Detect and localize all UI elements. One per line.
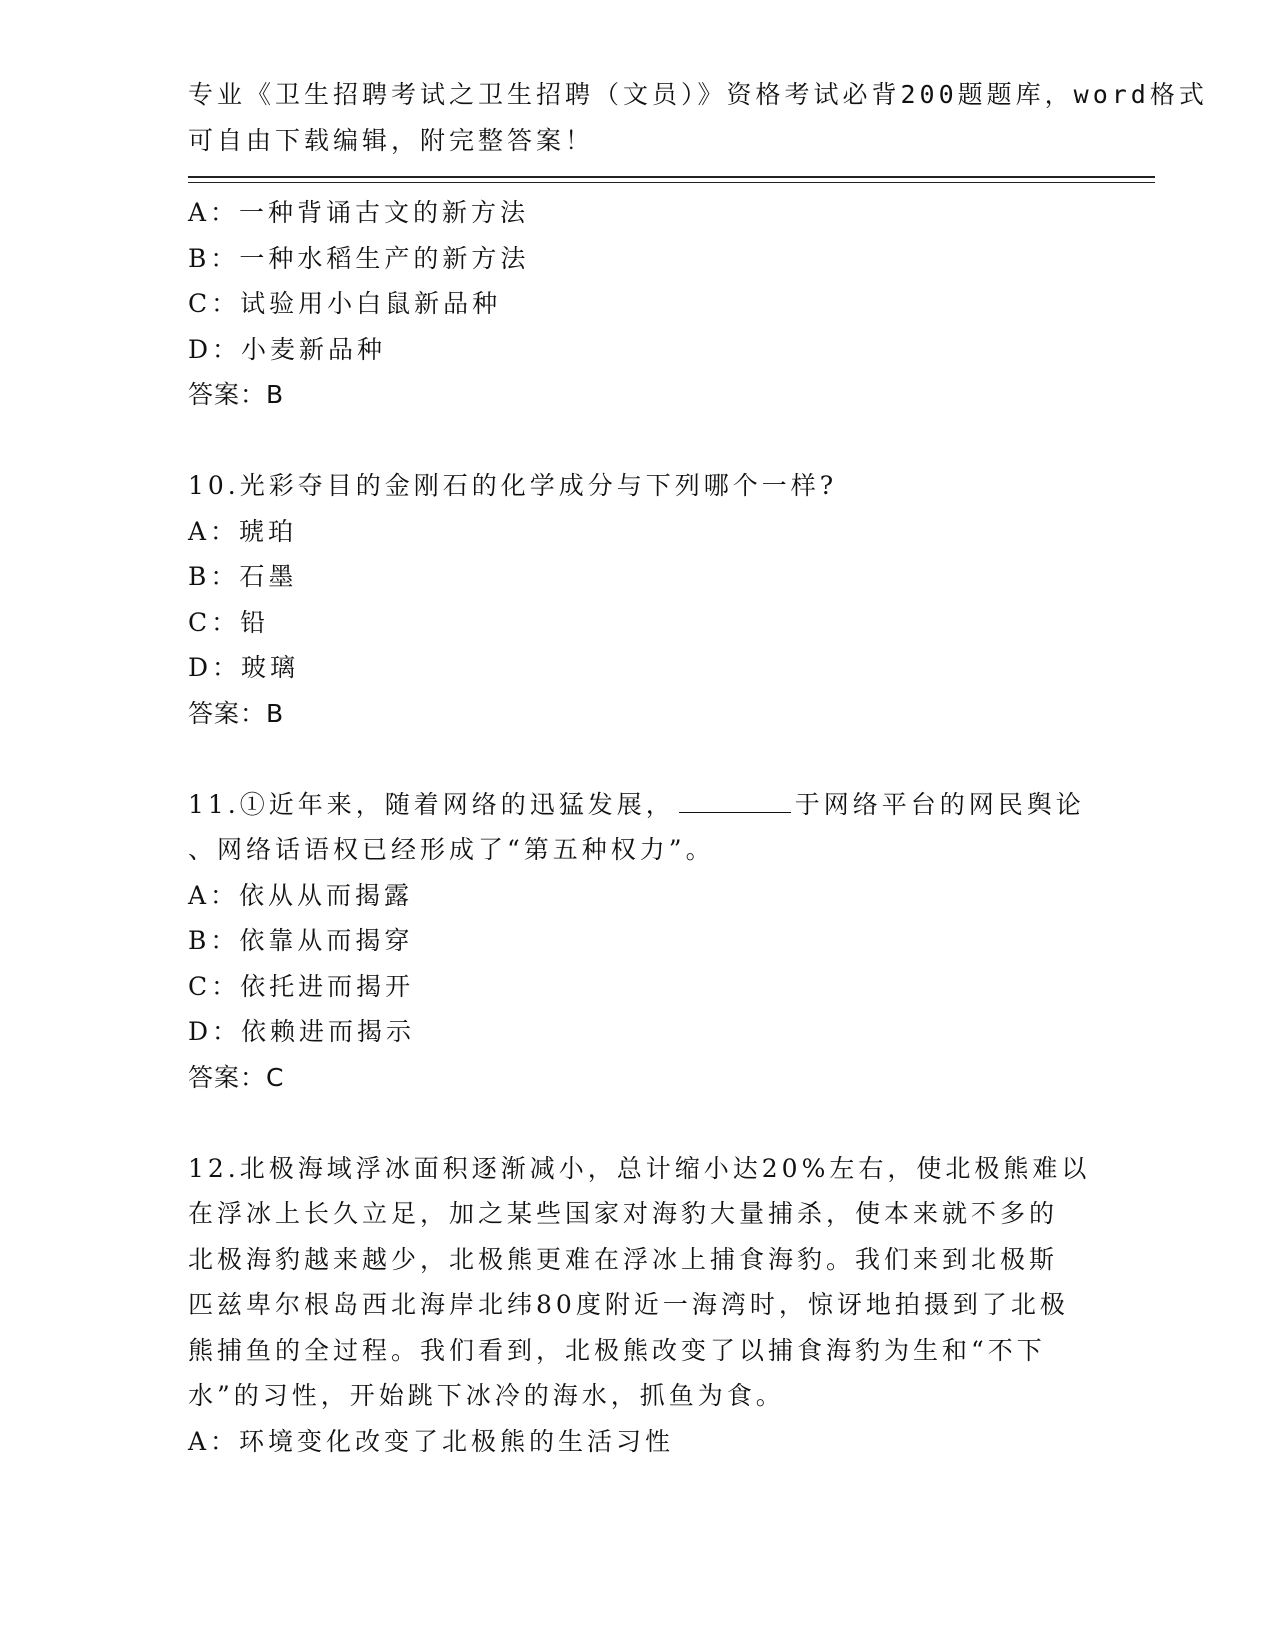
option-b: B：一种水稻生产的新方法 [188,243,530,273]
option-a: A：琥珀 [188,516,298,546]
spacer [188,736,1088,782]
answer: 答案：B [188,380,285,409]
option-b: B：石墨 [188,562,298,591]
header-line-2: 可自由下载编辑，附完整答案！ [188,125,595,155]
document-header [188,72,1208,163]
option-c: C：依托进而揭开 [188,971,415,1001]
option-b: B：依靠从而揭穿 [188,926,414,955]
question-stem-line: 水”的习性，开始跳下冰冷的海水，抓鱼为食。 [188,1381,785,1410]
question-stem-line: 熊捕鱼的全过程。我们看到，北极熊改变了以捕食海豹为生和“不下 [188,1335,1046,1365]
header-divider-thick [188,176,1155,178]
option-c: C：铅 [188,607,270,637]
option-d: D：依赖进而揭示 [188,1017,416,1046]
answer: 答案：B [188,698,285,728]
option-a: A：一种背诵古文的新方法 [188,198,530,227]
question-stem-line: 在浮冰上长久立足，加之某些国家对海豹大量捕杀，使本来就不多的 [188,1199,1059,1228]
question-stem: 10.光彩夺目的金刚石的化学成分与下列哪个一样? [188,471,838,500]
question-11 [188,782,1088,1101]
question-stem-line: 12.北极海域浮冰面积逐渐减小，总计缩小达20%左右，使北极熊难以 [188,1153,1091,1183]
header-line-1: 专业《卫生招聘考试之卫生招聘（文员）》资格考试必背200题题库，word格式 [188,80,1208,109]
fill-blank [679,788,791,813]
question-stem-part-1: 11.①近年来，随着网络的迅猛发展， [188,789,675,819]
question-10 [188,463,1088,736]
question-stem-part-2: 于网络平台的网民舆论 [794,789,1085,819]
option-d: D：玻璃 [188,653,300,682]
question-stem-line: 北极海豹越来越少，北极熊更难在浮冰上捕食海豹。我们来到北极斯 [188,1244,1059,1274]
question-list [188,190,1091,1464]
spacer [188,418,1088,464]
question-stem-line-2: 、网络话语权已经形成了“第五种权力”。 [188,835,715,864]
spacer [188,1100,1088,1146]
option-a: A：环境变化改变了北极熊的生活习性 [188,1426,675,1456]
question-12 [188,1146,1091,1465]
option-d: D：小麦新品种 [188,334,387,364]
option-c: C：试验用小白鼠新品种 [188,289,502,318]
header-divider-thin [188,182,1155,183]
option-a: A：依从从而揭露 [188,880,414,910]
question-9-continued [188,190,1088,418]
answer: 答案：C [188,1062,285,1092]
question-stem-line: 匹兹卑尔根岛西北海岸北纬80度附近一海湾时，惊讶地拍摄到了北极 [188,1290,1069,1319]
question-stem [188,782,1088,828]
